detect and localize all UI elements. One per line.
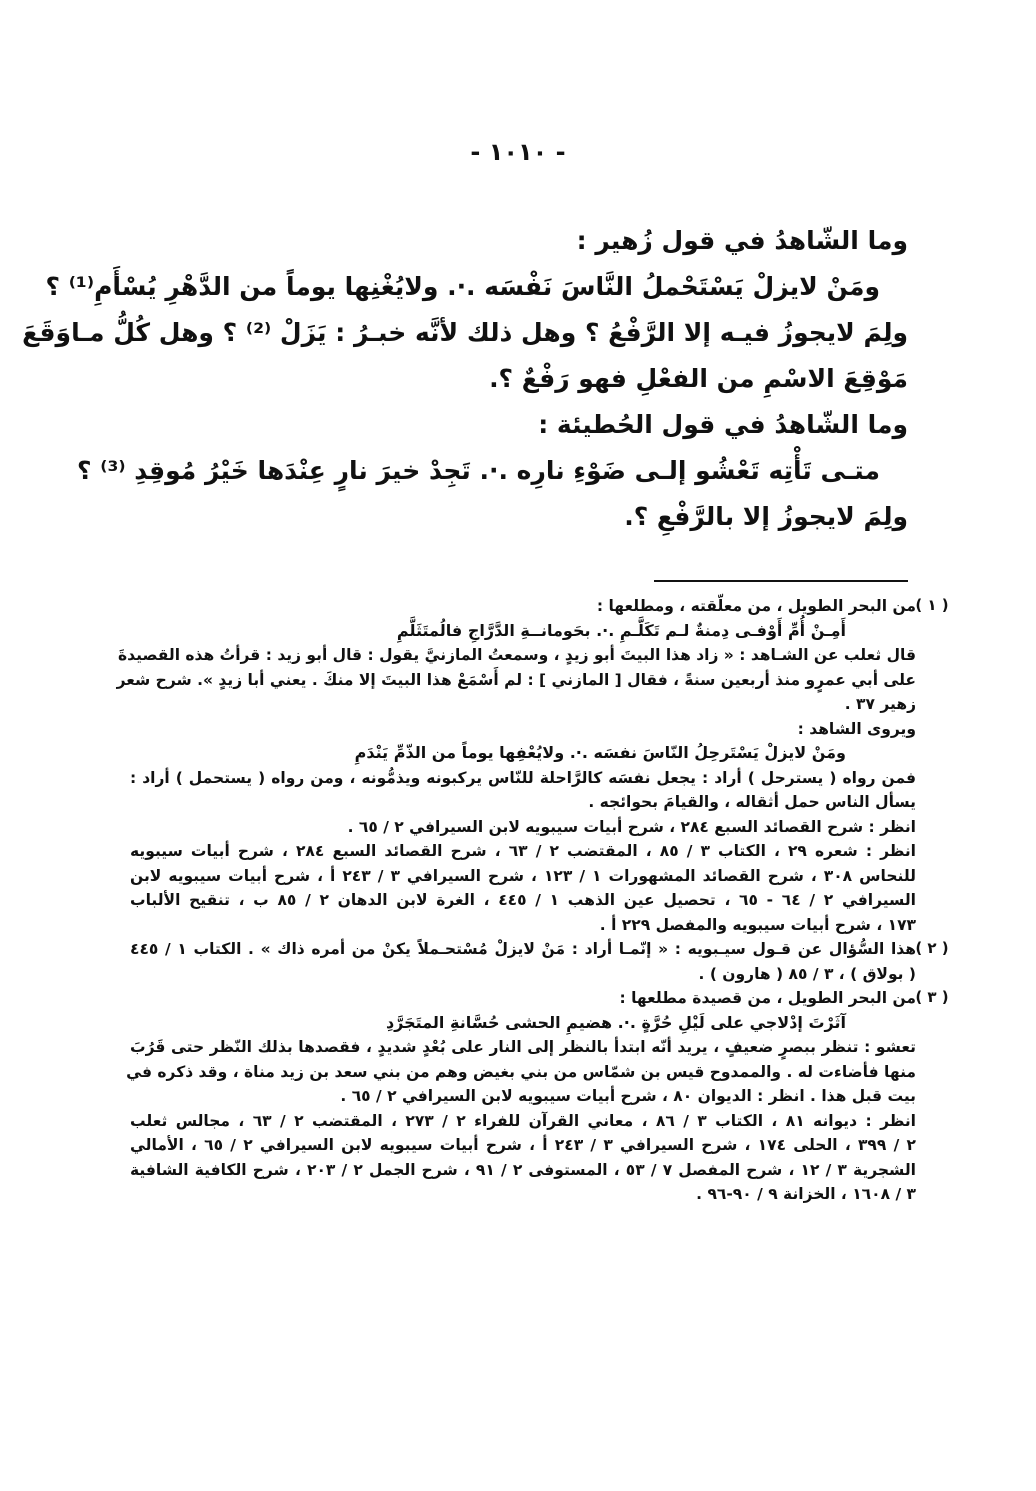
footnote-3: [126, 988, 949, 1209]
question-line: وما الشّاهدُ في قول زُهير :: [576, 226, 908, 255]
footnote-line: ٢ / ٣٩٩ ، الحلى ١٧٤ ، شرح السيرافي ٣ / ٢٤٣ أ ، شرح أبيات سيبويه لابن السيرافي ٢ / ٦٥ ، الأمالي: [130, 1136, 916, 1154]
footnote-line: على أبي عمرٍو منذ أربعين سنةً ، فقال [ المازني ] : لم أَسْمَعْ هذا البيتَ إلا منكَ . يعني أبا زيدٍ ». شرح شعر: [116, 670, 916, 689]
verse-line: ومَنْ لايزلْ يَسْتَحْملُ النَّاسَ نَفْسَه .·. ولايُغْنِها يوماً من الدَّهْرِ يُسْأَمِ⁽¹⁾ ؟: [45, 272, 880, 301]
footnote-line: الشجرية ٣ / ١٢ ، شرح المفصل ٧ / ٥٣ ، المستوفى ٢ / ٩١ ، شرح الجمل ٢ / ٢٠٣ ، شرح الكافية الشافية: [130, 1160, 916, 1179]
question-line: وما الشّاهدُ في قول الحُطيئة :: [538, 410, 908, 439]
footnote-separator: [654, 580, 908, 582]
footnote-line: من البحر الطويل ، من معلّقته ، ومطلعها :: [596, 597, 916, 615]
footnote-line: للنحاس ٣٠٨ ، شرح القصائد المشهورات ١ / ١٢٣ ، شرح السيرافي ٣ / ٢٤٣ أ ، شرح أبيات سيبويه لابن: [130, 866, 916, 885]
footnote-line: انظر : ديوانه ٨١ ، الكتاب ٣ / ٨٦ ، معاني القرآن للفراء ٢ / ٢٧٣ ، المقتضب ٢ / ٦٣ ، مجالس ثعلب: [130, 1111, 916, 1130]
footnote-line: يسأل الناس حمل أثقاله ، والقيامَ بحوائجه .: [588, 793, 916, 811]
footnote-line: منها فأضاءت له . والممدوح قيس بن شمّاس من بني بغيض وهم من بني سعد بن زيد مناة ، وقد ذكره في: [126, 1062, 916, 1081]
footnote-line: انظر : شعره ٢٩ ، الكتاب ٣ / ٨٥ ، المقتضب ٢ / ٦٣ ، شرح القصائد السبع ٢٨٤ ، شرح أبيات سيبويه: [130, 842, 916, 860]
question-line: مَوْقِعَ الاسْمِ من الفعْلِ فهو رَفْعٌ ؟.: [489, 364, 908, 393]
footnote-line: فمن رواه ( يسترحل ) أراد : يجعل نفسَه كالرَّاحلة للنّاس يركبونه ويذمُّونه ، ومن رواه ( يستحمل ) أراد :: [130, 768, 916, 787]
footnote-line: ويروى الشاهد :: [797, 719, 916, 738]
footnote-verse: آثَرْتَ إدْلاجي على لَيْلِ حُرَّةٍ .·. هضيمِ الحشى حُسَّانةِ المتَجَرَّدِ: [385, 1012, 846, 1032]
footnote-line: السيرافي ٢ / ٦٤ - ٦٥ ، تحصيل عين الذهب ١ / ٤٤٥ ، الغرة لابن الدهان ٢ / ٨٥ ب ، تنقيح الألباب: [130, 891, 916, 909]
footnote-verse: ومَنْ لايزلْ يَسْتَرحِلُ النّاسَ نفسَه .·. ولايُعْفِها يوماً من الذّمِّ يَنْدَمِ: [354, 743, 846, 762]
footnote-line: ١٧٣ ، شرح أبيات سيبويه والمفصل ٢٢٩ أ .: [599, 915, 916, 934]
footnote-line: قال ثعلب عن الشـاهد : « زاد هذا البيتَ أبو زيدٍ ، وسمعتُ المازنيَّ يقول : قال أبو زيد : قرأتُ هذه القصيدةَ: [118, 646, 916, 664]
question-line: ولِمَ لايجوزُ فيـه إلا الرَّفْعُ ؟ وهل ذلك لأنَّه خبـرُ : يَزَلْ ⁽²⁾ ؟ وهل كُلُّ مـاوَقَعَ: [22, 318, 908, 347]
main-text: [22, 222, 908, 544]
footnote-line: ٣ / ١٦٠٨ ، الخزانة ٩ / ٩٠-٩٦ .: [696, 1185, 916, 1203]
footnote-line: من البحر الطويل ، من قصيدة مطلعها :: [619, 989, 916, 1007]
footnote-line: زهير ٣٧ .: [844, 695, 916, 713]
footnote-line: بيت قبل هذا . انظر : الديوان ٨٠ ، شرح أبيات سيبويه لابن السيرافي ٢ / ٦٥ .: [340, 1087, 916, 1105]
footnote-number: ( ٢ ): [915, 939, 949, 957]
footnote-line: تعشو : تنظر ببصرٍ ضعيفٍ ، يريد أنّه ابتدأ بالنظر إلى النار على بُعْدٍ شديدٍ ، فقصدها بذلك النّظر حتى قَرُبَ: [130, 1038, 916, 1056]
footnote-number: ( ٣ ): [915, 988, 949, 1006]
footnote-verse: أَمِـنْ أُمِّ أَوْفـى دِمنةٌ لـم تَكَلَّـمِ .·. بحَومانــةِ الدَّرَّاجِ فالُمتَثَلَّمِ: [396, 620, 846, 640]
footnote-line: هذا السُّؤال عن قـول سيـبويه : « إنّمـا أراد : مَنْ لايزلْ مُسْتحـملاً يكنْ من أمره ذاك » . الكتاب ١ / ٤٤٥: [130, 940, 916, 958]
footnote-1: [116, 596, 949, 939]
footnotes: [116, 596, 949, 1209]
question-line: ولِمَ لايجوزُ إلا بالرَّفْعِ ؟.: [624, 502, 908, 531]
verse-line: متـى تَأْتِه تَعْشُو إلـى ضَوْءِ نارِه .·. تَجِدْ خيرَ نارٍ عِنْدَها خَيْرُ مُوقِدِ ⁽³⁾ ؟: [77, 456, 880, 485]
footnote-2: [130, 939, 949, 988]
footnote-line: ( بولاق ) ، ٣ / ٨٥ ( هارون ) .: [698, 964, 916, 983]
page-number: - ١٠١٠ -: [470, 138, 566, 166]
footnote-number: ( ١ ): [915, 596, 949, 614]
footnote-line: انظر : شرح القصائد السبع ٢٨٤ ، شرح أبيات سيبويه لابن السيرافي ٢ / ٦٥ .: [347, 817, 916, 836]
